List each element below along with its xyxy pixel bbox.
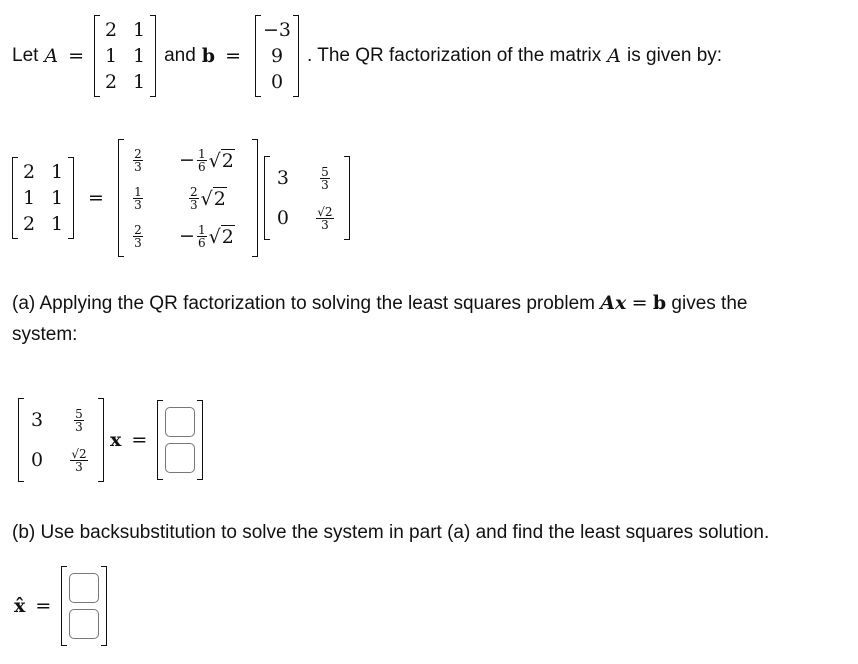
r-cell: $\frac{√2}{3}$ bbox=[71, 446, 87, 474]
qr-factorization bbox=[12, 128, 350, 268]
matrix-cell: 2 bbox=[22, 213, 36, 235]
r-cell: 3 bbox=[30, 409, 44, 431]
matrix-cell: 1 bbox=[50, 161, 64, 183]
r-cell: $\frac{√2}{3}$ bbox=[317, 204, 333, 232]
part-a-text: (a) Applying the QR factorization to solving the least squares problem Ax = b gives the bbox=[12, 292, 748, 314]
x-symbol: x bbox=[110, 429, 122, 451]
answer-vector-a bbox=[157, 400, 203, 480]
matrix-Q bbox=[118, 139, 258, 257]
answer-input-a1[interactable] bbox=[165, 407, 195, 437]
equals-sign: = bbox=[35, 595, 52, 617]
vector-b-symbol: b bbox=[201, 45, 216, 67]
q-cell: − $\frac{1}{6}$ √2 bbox=[179, 222, 234, 250]
equals-sign: = bbox=[88, 187, 104, 209]
intro-line bbox=[12, 6, 722, 106]
q-cell: $\frac{1}{3}$ bbox=[134, 184, 142, 212]
matrix-cell: 2 bbox=[105, 19, 118, 41]
matrix-cell: 1 bbox=[105, 45, 118, 67]
matrix-cell: 2 bbox=[22, 161, 36, 183]
and-text: and bbox=[164, 45, 196, 66]
matrix-cell: 1 bbox=[133, 71, 146, 93]
qr-intro-text: . The QR factorization of the matrix bbox=[307, 45, 602, 66]
matrix-A-symbol: A bbox=[44, 45, 59, 67]
vector-b bbox=[255, 15, 299, 97]
answer-input-a2[interactable] bbox=[165, 443, 195, 473]
part-b-text: (b) Use backsubstitution to solve the system in part (a) and find the least squares solution. bbox=[12, 522, 770, 543]
part-a-system-label: system: bbox=[12, 324, 78, 345]
q-cell: $\frac{2}{3}$ bbox=[134, 222, 142, 250]
equals-sign: = bbox=[225, 45, 241, 67]
r-cell: 0 bbox=[30, 449, 44, 471]
matrix-R-system bbox=[18, 398, 104, 482]
equals-sign: = bbox=[631, 292, 648, 314]
answer-vector-b bbox=[61, 566, 107, 646]
equals-sign: = bbox=[68, 45, 85, 67]
answer-input-b1[interactable] bbox=[69, 573, 99, 603]
qr-intro-tail: is given by: bbox=[627, 45, 723, 66]
matrix-cell: 1 bbox=[50, 187, 64, 209]
q-cell: $\frac{2}{3}$ bbox=[134, 146, 142, 174]
vector-cell: 0 bbox=[270, 71, 284, 93]
matrix-cell: 2 bbox=[105, 71, 118, 93]
matrix-cell: 1 bbox=[133, 45, 146, 67]
matrix-A-left bbox=[12, 157, 74, 239]
matrix-A bbox=[94, 15, 156, 97]
q-cell: $\frac{2}{3}$ √2 bbox=[190, 184, 226, 212]
let-text: Let bbox=[12, 45, 39, 66]
part-a-system bbox=[18, 392, 203, 488]
equals-sign: = bbox=[131, 429, 148, 451]
r-cell: $\frac{5}{3}$ bbox=[321, 164, 329, 192]
matrix-A-symbol: A bbox=[607, 45, 622, 67]
part-b-solution bbox=[14, 558, 107, 654]
matrix-R bbox=[264, 156, 350, 240]
vector-cell: −3 bbox=[263, 19, 292, 41]
x-hat-symbol: x̂ bbox=[14, 595, 26, 617]
b-symbol: b bbox=[652, 292, 667, 314]
r-cell: 3 bbox=[276, 167, 289, 189]
Ax-symbol: Ax bbox=[600, 292, 627, 314]
r-cell: $\frac{5}{3}$ bbox=[75, 406, 83, 434]
q-cell: − $\frac{1}{6}$ √2 bbox=[179, 146, 234, 174]
matrix-cell: 1 bbox=[50, 213, 64, 235]
matrix-cell: 1 bbox=[133, 19, 146, 41]
matrix-cell: 1 bbox=[22, 187, 36, 209]
r-cell: 0 bbox=[276, 207, 289, 229]
vector-cell: 9 bbox=[270, 45, 284, 67]
answer-input-b2[interactable] bbox=[69, 609, 99, 639]
